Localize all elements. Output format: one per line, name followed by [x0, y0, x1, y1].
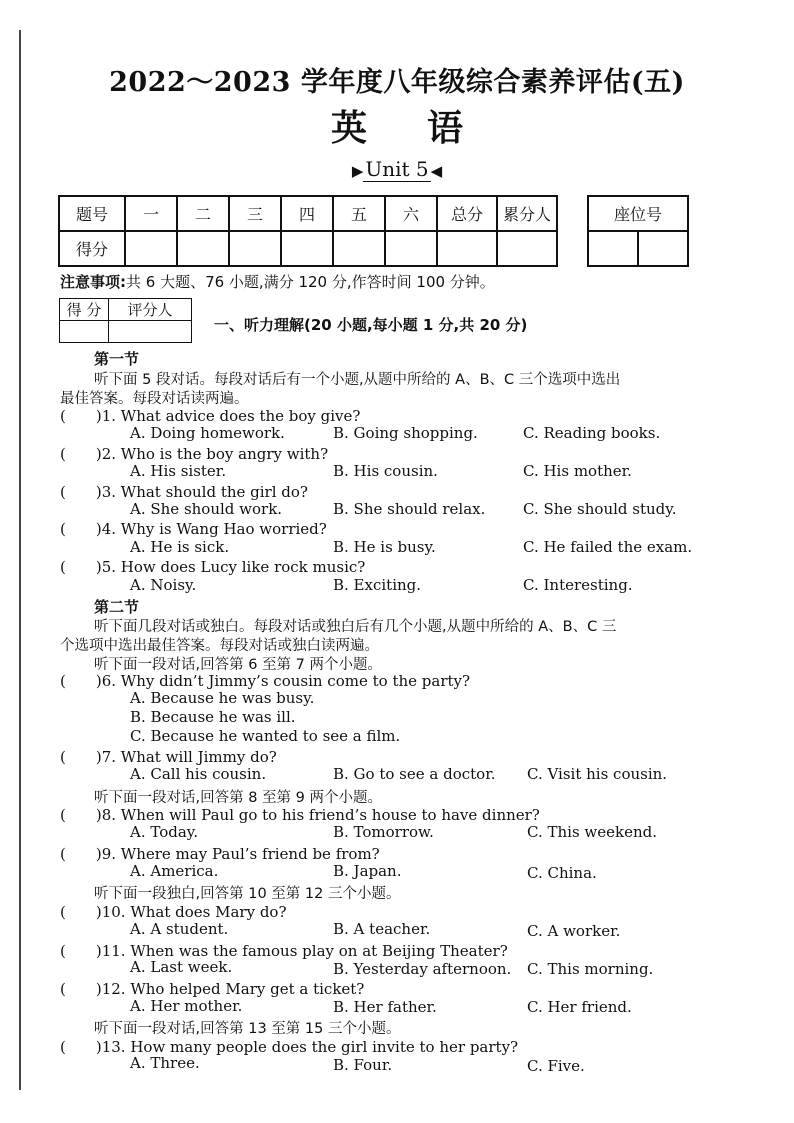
part-instruction: 听下面 5 段对话。每段对话后有一个小题,从题中所给的 A、B、C 三个选项中选出 [94, 372, 621, 388]
part-instruction: 最佳答案。每段对话读两遍。 [60, 391, 249, 407]
score-cell[interactable] [229, 231, 281, 266]
question-stem: ( )2. Who is the boy angry with? [60, 445, 329, 463]
option-c: C. Reading books. [523, 424, 661, 442]
option-b: B. Japan. [333, 862, 402, 880]
score-header-cell: 总分 [437, 196, 497, 231]
exam-notice [60, 271, 495, 292]
score-cell[interactable] [333, 231, 385, 266]
option-b: B. A teacher. [333, 920, 431, 938]
score-row-label: 得分 [59, 231, 125, 266]
option-a: A. Her mother. [130, 997, 243, 1015]
option-a: A. Call his cousin. [130, 765, 267, 783]
score-header-cell: 一 [125, 196, 177, 231]
option-a: A. Because he was busy. [130, 689, 315, 707]
score-cell[interactable] [497, 231, 557, 266]
option-b: B. Tomorrow. [333, 823, 434, 841]
exam-title: 2022～2023 学年度八年级综合素养评估(五) [109, 67, 685, 98]
option-b: B. His cousin. [333, 462, 438, 480]
option-c: C. This weekend. [527, 823, 657, 841]
question-stem: ( )12. Who helped Mary get a ticket? [60, 980, 365, 998]
score-header-cell: 累分人 [497, 196, 557, 231]
option-a: A. America. [130, 862, 219, 880]
seat-number-cell[interactable] [638, 231, 688, 266]
part-instruction: 听下面几段对话或独白。每段对话或独白后有几个小题,从题中所给的 A、B、C 三 [94, 619, 617, 635]
option-a: A. Three. [130, 1054, 200, 1072]
score-cell[interactable] [437, 231, 497, 266]
option-b: B. Going shopping. [333, 424, 478, 442]
score-header-cell: 二 [177, 196, 229, 231]
unit-text: Unit 5 [365, 157, 429, 181]
score-header-cell: 六 [385, 196, 437, 231]
part-heading: 第二节 [94, 598, 140, 616]
option-c: C. China. [527, 864, 597, 882]
score-cell[interactable] [177, 231, 229, 266]
binding-margin-line [19, 30, 21, 1090]
question-stem: ( )11. When was the famous play on at Beijing Theater? [60, 942, 508, 960]
option-b: B. Exciting. [333, 576, 422, 594]
unit-label [0, 157, 794, 181]
question-stem: ( )3. What should the girl do? [60, 483, 308, 501]
group-instruction: 听下面一段对话,回答第 6 至第 7 两个小题。 [94, 657, 382, 673]
seat-number-cell[interactable] [588, 231, 638, 266]
option-a: A. He is sick. [130, 538, 230, 556]
option-c: C. Because he wanted to see a film. [130, 727, 401, 745]
score-cell[interactable] [281, 231, 333, 266]
option-a: A. Last week. [130, 958, 233, 976]
option-c: C. She should study. [523, 500, 677, 518]
option-a: A. Doing homework. [130, 424, 285, 442]
notice-label: 注意事项: [60, 273, 126, 291]
question-stem: ( )4. Why is Wang Hao worried? [60, 520, 327, 538]
question-stem: ( )9. Where may Paul’s friend be from? [60, 845, 380, 863]
grader-name-label: 评分人 [109, 299, 192, 321]
option-a: A. A student. [130, 920, 229, 938]
section-title: 一、听力理解(20 小题,每小题 1 分,共 20 分) [214, 316, 528, 334]
grader-score-label: 得 分 [60, 299, 109, 321]
score-table [58, 195, 558, 267]
part-heading: 第一节 [94, 350, 140, 368]
group-instruction: 听下面一段独白,回答第 10 至第 12 三个小题。 [94, 886, 401, 902]
option-a: A. Today. [130, 823, 199, 841]
option-c: C. Visit his cousin. [527, 765, 668, 783]
triangle-right-icon: ▶ [351, 162, 364, 180]
question-stem: ( )5. How does Lucy like rock music? [60, 558, 366, 576]
option-b: B. Four. [333, 1056, 393, 1074]
option-a: A. His sister. [130, 462, 227, 480]
question-stem: ( )6. Why didn’t Jimmy’s cousin come to the party? [60, 672, 471, 690]
option-c: C. Interesting. [523, 576, 633, 594]
option-c: C. Her friend. [527, 998, 632, 1016]
question-stem: ( )7. What will Jimmy do? [60, 748, 277, 766]
option-a: A. She should work. [130, 500, 283, 518]
option-c: C. Five. [527, 1057, 585, 1075]
option-b: B. Yesterday afternoon. [333, 960, 512, 978]
option-b: B. Her father. [333, 998, 437, 1016]
seat-number-label: 座位号 [588, 196, 688, 231]
score-header-cell: 五 [333, 196, 385, 231]
option-b: B. Go to see a doctor. [333, 765, 496, 783]
group-instruction: 听下面一段对话,回答第 13 至第 15 三个小题。 [94, 1021, 401, 1037]
subject-title: 英语 [330, 107, 523, 149]
option-b: B. He is busy. [333, 538, 436, 556]
part-instruction: 个选项中选出最佳答案。每段对话或独白读两遍。 [60, 638, 379, 654]
group-instruction: 听下面一段对话,回答第 8 至第 9 两个小题。 [94, 790, 382, 806]
score-header-cell: 四 [281, 196, 333, 231]
score-header-cell: 题号 [59, 196, 125, 231]
option-c: C. He failed the exam. [523, 538, 693, 556]
score-cell[interactable] [125, 231, 177, 266]
triangle-left-icon: ◀ [430, 162, 443, 180]
grader-score-cell[interactable] [60, 321, 109, 343]
score-cell[interactable] [385, 231, 437, 266]
option-c: C. His mother. [523, 462, 632, 480]
score-header-cell: 三 [229, 196, 281, 231]
question-stem: ( )8. When will Paul go to his friend’s house to have dinner? [60, 806, 540, 824]
option-c: C. This morning. [527, 960, 654, 978]
option-b: B. She should relax. [333, 500, 486, 518]
option-a: A. Noisy. [130, 576, 197, 594]
seat-number-table [587, 195, 689, 267]
notice-text: 共 6 大题、76 小题,满分 120 分,作答时间 100 分钟。 [126, 273, 495, 291]
question-stem: ( )1. What advice does the boy give? [60, 407, 361, 425]
question-stem: ( )10. What does Mary do? [60, 903, 287, 921]
option-b: B. Because he was ill. [130, 708, 296, 726]
option-c: C. A worker. [527, 922, 621, 940]
grader-table [59, 298, 192, 343]
question-stem: ( )13. How many people does the girl invite to her party? [60, 1038, 519, 1056]
grader-name-cell[interactable] [109, 321, 192, 343]
